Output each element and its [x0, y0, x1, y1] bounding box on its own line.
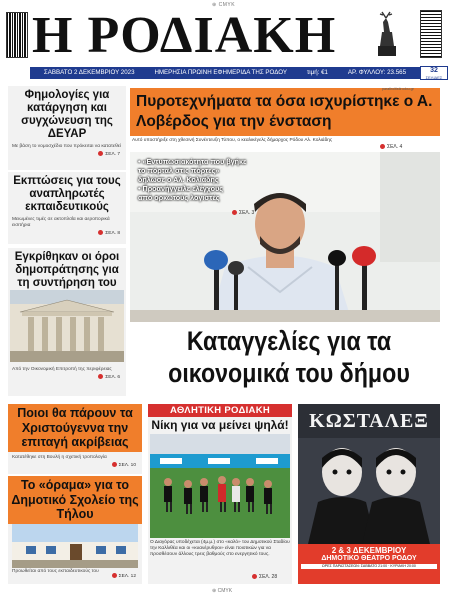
courthouse-photo — [10, 290, 124, 362]
issn-barcode-icon — [420, 10, 442, 58]
story-headline: Ποιοι θα πάρουν τα Χριστούγεννα την επιταγή ακρίβειας — [8, 404, 142, 452]
masthead-title: Η ΡΟΔΙΑΚΗ — [32, 7, 337, 64]
school-photo — [12, 524, 138, 568]
story-sub: Από την Οικονομική Επιτροπή της περιφέρειας — [12, 367, 112, 372]
main-story-headline[interactable]: Καταγγελίες για τα οικονομικά του δήμου — [168, 326, 410, 388]
school-caption — [8, 568, 142, 579]
ad-info: ΩΡΕΣ ΠΑΡΑΣΤΑΣΕΩΝ: ΣΑΒΒΑΤΟ 21:00 · ΚΥΡΙΑΚΗ 20:00 — [301, 564, 437, 569]
story-teachers-discounts[interactable] — [8, 172, 126, 244]
quote-line: • «Εντυπωσιακότητα που βγήκε — [138, 157, 247, 166]
page-ref: ΣΕΛ. 4 — [380, 144, 402, 150]
sports-story[interactable] — [148, 404, 292, 584]
story-christmas-allowance[interactable] — [8, 404, 142, 474]
date-bar — [30, 67, 420, 79]
barcode-icon — [6, 12, 28, 58]
bullet-icon — [380, 144, 385, 149]
story-headline: Εκπτώσεις για τους αναπληρωτές εκπαιδευτικούς — [13, 175, 121, 213]
ad-date-strip — [298, 544, 440, 584]
ad-date: 2 & 3 ΔΕΚΕΜΒΡΙΟΥ — [331, 546, 407, 555]
quote-line: το πόρταλ στις πόρτες» — [138, 166, 220, 175]
ad-venue: ΔΗΜΟΤΙΚΟ ΘΕΑΤΡΟ ΡΟΔΟΥ — [321, 555, 417, 562]
price: τιμή: €1 — [306, 69, 328, 76]
page-ref: ΣΕΛ. 12 — [112, 572, 142, 579]
football-team-photo — [150, 434, 290, 538]
sports-text: Ο Διαγόρας υποδέχεται (4μ.μ.) στο «καλό» του Δημοτικού Σταδίου την Καλλιθέα και οι «κυανέρυθροι» είναι ποιοτικών για να προσθέσουν άλλους τρεις βαθμούς στο ενεργητικό τους. — [150, 540, 290, 557]
top-story-sub: Αυτό υποστήριξε στη χθεσινή Συνέντευξη Τύπου, ο κεαλικέγελς δήμαρχος Ρόδου Αλ. Κολιάδης — [132, 138, 333, 143]
bullet-icon — [112, 462, 117, 467]
sports-section-title: ΑΘΛΗΤΙΚΗ ΡΟΔΙΑΚΗ — [148, 404, 292, 417]
story-sub: Προωθείται από τους εκπαιδευτικούς του — [12, 569, 99, 574]
cmyk-registration-mark: ⊕ CMYK — [212, 588, 233, 594]
theater-ad[interactable] — [298, 404, 440, 584]
pages-count: 32 — [430, 67, 438, 74]
source-tag: paratiroitistirodou.gr — [382, 87, 414, 91]
page-ref: ΣΕΛ. 28 — [252, 574, 277, 580]
page-ref: ΣΕΛ. 6 — [8, 373, 126, 380]
story-headline: Φημολογίες για κατάργηση και συγχώνευση της ΔΕΥΑΡ — [21, 89, 113, 140]
cmyk-registration-mark: ⊕ CMYK — [212, 2, 236, 8]
bullet-icon — [98, 374, 103, 379]
bullet-icon — [252, 574, 257, 579]
pages-badge — [420, 66, 448, 80]
issue-number: ΑΡ. ΦΥΛΛΟΥ: 23.565 — [347, 69, 407, 76]
quote-line: • Προανήγγειλε ελέγχους — [138, 184, 223, 193]
story-sub: Κατατέθηκε στη Βουλή η σχετική τροπολογία — [12, 454, 107, 460]
pages-label: ΣΕΛΙΔΕΣ — [425, 75, 443, 80]
story-deyar[interactable] — [8, 86, 126, 170]
main-story-photo[interactable] — [130, 152, 440, 322]
bullet-icon — [98, 151, 103, 156]
story-sub: Μειωμένες τιμές σε ακτοπλοΐα και αεροπορικά εισιτήρια — [12, 217, 110, 228]
page-ref: ΣΕΛ. 10 — [8, 461, 142, 468]
bullet-icon — [112, 573, 117, 578]
top-story-headline: Πυροτεχνήματα τα όσα ισχυρίστηκε ο Α. Λοβέρδος για την ένσταση — [130, 88, 440, 136]
sports-headline: Νίκη για να μείνει ψηλά! — [151, 418, 289, 432]
quote-line: δηλώσε ο Αλ. Κολιάδης — [138, 175, 219, 184]
story-sub: Με βάση το νομοσχέδιο που πρόκειται να κατατεθεί — [12, 144, 121, 149]
story-headline: Εγκρίθηκαν οι όροι δημοπράτησης για τη συντήρηση του — [14, 251, 120, 289]
page-ref: ΣΕΛ. 7 — [8, 150, 126, 157]
ad-title: ΚΩΣΤΑΛΕΞ — [309, 410, 429, 432]
page-ref: ΣΕΛ. 8 — [8, 229, 126, 236]
tagline: ΗΜΕΡΗΣΙΑ ΠΡΩΙΝΗ ΕΦΗΜΕΡΙΔΑ ΤΗΣ ΡΟΔΟΥ — [154, 69, 287, 76]
bullet-icon — [98, 230, 103, 235]
performers-illustration — [298, 438, 440, 544]
deer-statue-icon — [370, 10, 404, 58]
quote-line: από ορκωτούς λογιστές — [138, 193, 220, 202]
issue-date: ΣΑΒΒΑΤΟ 2 ΔΕΚΕΜΒΡΙΟΥ 2023 — [43, 69, 135, 76]
story-headline: Το «όραμα» για το Δημοτικό Σχολείο της Τήλου — [8, 476, 142, 524]
bullet-icon — [232, 210, 237, 215]
page-ref: ΣΕΛ. 3 — [232, 210, 254, 216]
top-story-loverdos[interactable] — [130, 86, 440, 152]
courthouse-caption — [8, 364, 126, 380]
